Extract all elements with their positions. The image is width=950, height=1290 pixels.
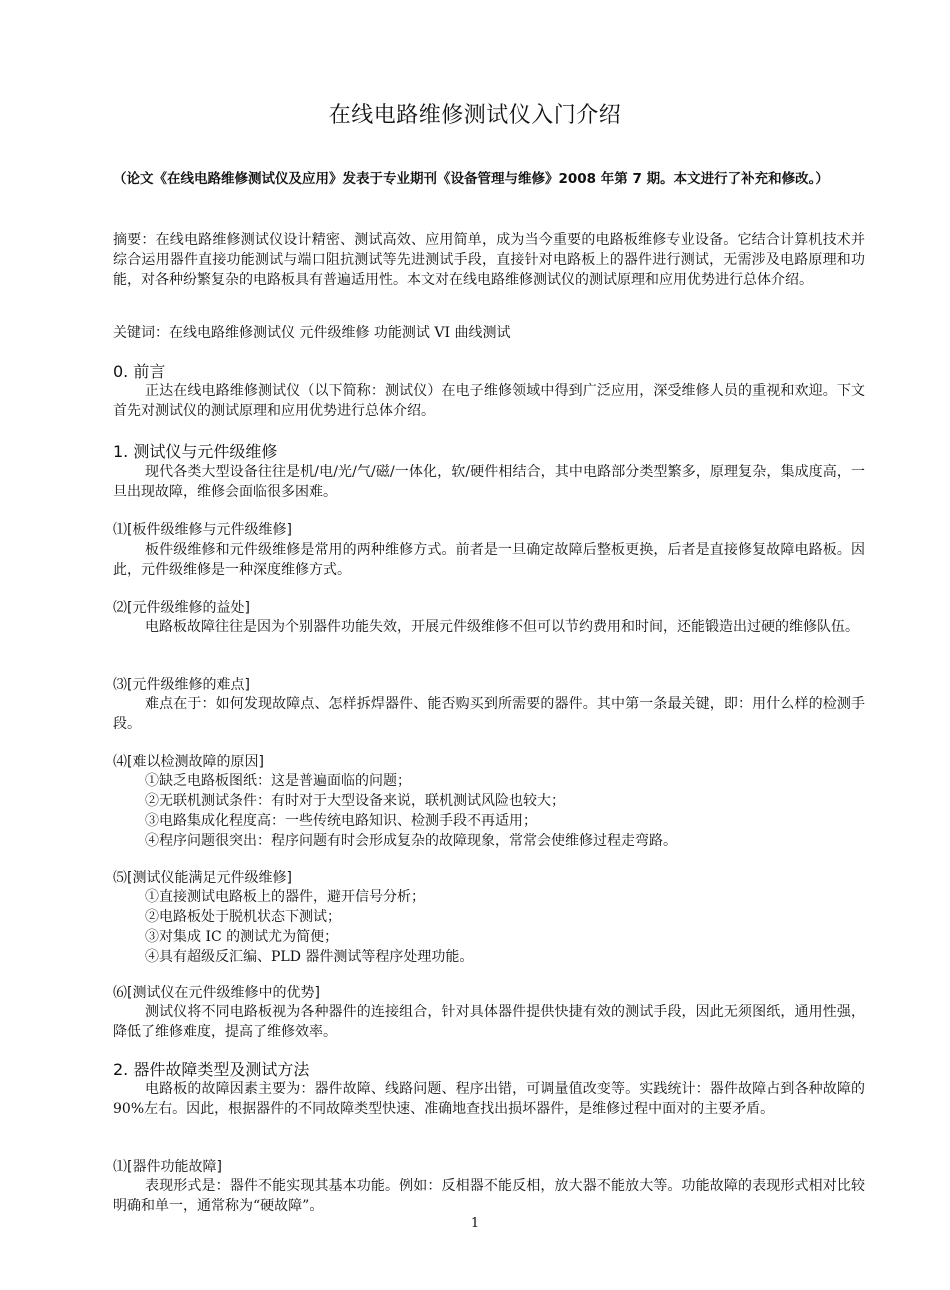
- capability-list: [145, 887, 865, 967]
- section-2-paragraph: 电路板的故障因素主要为：器件故障、线路问题、程序出错，可调量值改变等。实践统计：器件故障占到各种故障的 90%左右。因此，根据器件的不同故障类型快速、准确地查找出损坏器件，是维修过程中面对的主要矛盾。: [113, 1081, 865, 1117]
- list-item: ③对集成 IC 的测试尤为简便；: [145, 929, 339, 945]
- preface-paragraph: 正达在线电路维修测试仪（以下简称：测试仪）在电子维修领域中得到广泛应用，深受维修人员的重视和欢迎。下文首先对测试仪的测试原理和应用优势进行总体介绍。: [113, 383, 865, 419]
- list-item: ②电路板处于脱机状态下测试；: [145, 909, 341, 925]
- section-heading-preface: 0. 前言: [113, 362, 166, 381]
- subsection-heading-1-5: ⑸[测试仪能满足元件级维修]: [113, 870, 292, 886]
- difficulty-list: [145, 771, 865, 851]
- subsection-1-3-paragraph: 难点在于：如何发现故障点、怎样拆焊器件、能否购买到所需要的器件。其中第一条最关键，即：用什么样的检测手段。: [113, 696, 865, 732]
- subsection-heading-1-4: ⑷[难以检测故障的原因]: [113, 754, 264, 770]
- subsection-heading-1-2: ⑵[元件级维修的益处]: [113, 600, 250, 616]
- list-item: ③电路集成化程度高：一些传统电路知识、检测手段不再适用；: [145, 813, 537, 829]
- subsection-heading-1-1: ⑴[板件级维修与元件级维修]: [113, 522, 292, 538]
- keywords: 关键词：在线电路维修测试仪 元件级维修 功能测试 VI 曲线测试: [113, 325, 511, 341]
- list-item: ④程序问题很突出：程序问题有时会形成复杂的故障现象，常常会使维修过程走弯路。: [145, 833, 677, 849]
- subsection-heading-2-1: ⑴[器件功能故障]: [113, 1159, 222, 1175]
- subsection-2-1-paragraph: 表现形式是：器件不能实现其基本功能。例如：反相器不能反相，放大器不能放大等。功能故障的表现形式相对比较明确和单一，通常称为“硬故障”。: [113, 1178, 865, 1214]
- subsection-1-2-paragraph: 电路板故障往往是因为个别器件功能失效，开展元件级维修不但可以节约费用和时间，还能锻造出过硬的维修队伍。: [145, 619, 859, 635]
- publication-note: （论文《在线电路维修测试仪及应用》发表于专业期刊《设备管理与维修》2008 年第 7 期。本文进行了补充和修改。）: [113, 171, 829, 187]
- subsection-1-1-paragraph: 板件级维修和元件级维修是常用的两种维修方式。前者是一旦确定故障后整板更换，后者是直接修复故障电路板。因此，元件级维修是一种深度维修方式。: [113, 542, 865, 578]
- page-number: 1: [470, 1216, 480, 1231]
- section-1-paragraph: 现代各类大型设备往往是机/电/光/气/磁/一体化，软/硬件相结合，其中电路部分类型繁多，原理复杂，集成度高，一旦出现故障，维修会面临很多困难。: [113, 464, 865, 500]
- list-item: ④具有超级反汇编、PLD 器件测试等程序处理功能。: [145, 949, 474, 965]
- subsection-1-6-paragraph: 测试仪将不同电路板视为各种器件的连接组合，针对具体器件提供快捷有效的测试手段，因此无须图纸，通用性强，降低了维修难度，提高了维修效率。: [113, 1004, 865, 1040]
- abstract: 摘要：在线电路维修测试仪设计精密、测试高效、应用简单，成为当今重要的电路板维修专业设备。它结合计算机技术并综合运用器件直接功能测试与端口阻抗测试等先进测试手段，直接针对电路板上的器件进行测试，无需涉及电路原理和功能，对各种纷繁复杂的电路板具有普遍适用性。本文对在线电路维修测试仪的测试原理和应用优势进行总体介绍。: [113, 232, 865, 288]
- list-item: ①直接测试电路板上的器件，避开信号分析；: [145, 889, 425, 905]
- section-heading-2: 2. 器件故障类型及测试方法: [113, 1060, 310, 1079]
- list-item: ②无联机测试条件：有时对于大型设备来说，联机测试风险也较大；: [145, 793, 565, 809]
- list-item: ①缺乏电路板图纸：这是普遍面临的问题；: [145, 773, 411, 789]
- subsection-heading-1-6: ⑹[测试仪在元件级维修中的优势]: [113, 985, 320, 1001]
- section-heading-1: 1. 测试仪与元件级维修: [113, 442, 278, 461]
- subsection-heading-1-3: ⑶[元件级维修的难点]: [113, 677, 250, 693]
- document-title: 在线电路维修测试仪入门介绍: [328, 103, 622, 128]
